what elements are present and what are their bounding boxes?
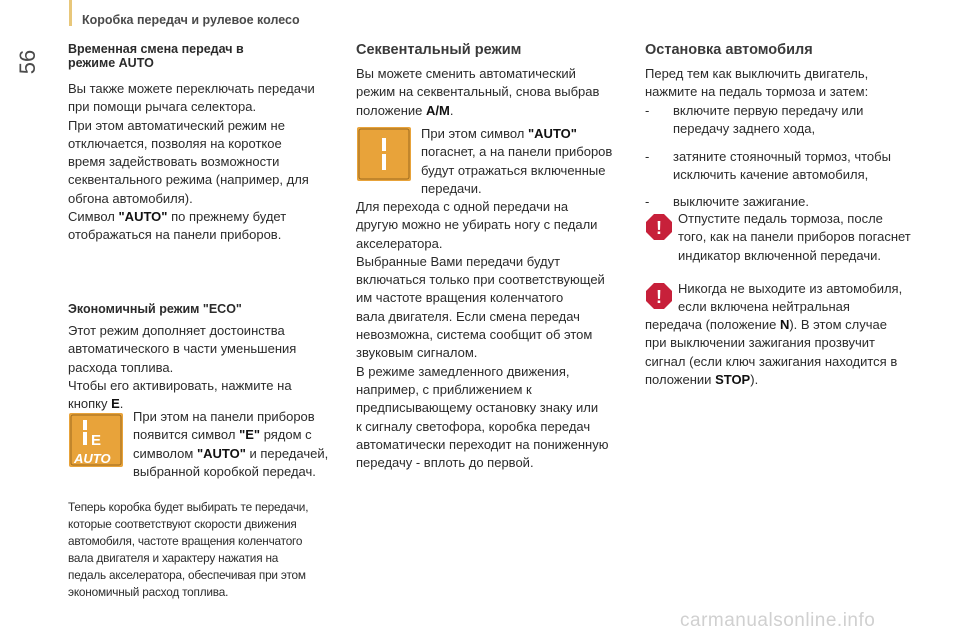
col1-title [68, 42, 348, 70]
text-line [421, 125, 636, 143]
text-line: В режиме замедленного движения, [356, 363, 570, 379]
text-line: вала двигателя. Если смена передач [356, 308, 580, 324]
text-line: включите первую передачу или [673, 103, 864, 118]
text-line: Отпустите педаль тормоза, после [678, 211, 883, 226]
col2-icon-note [421, 125, 636, 198]
text-line: вала двигателя и характеру нажатия на [68, 551, 279, 565]
text-fragment: ). [750, 371, 759, 387]
text-line: Теперь коробка будет выбирать те передачи, [68, 500, 309, 514]
am-position-label: A/M [426, 102, 450, 118]
text-fragment: появится символ [133, 427, 236, 443]
text-line: отображаться на панели приборов. [68, 227, 282, 243]
stop-position-label: STOP [715, 371, 751, 387]
text-line: другую можно не убирать ногу с педали [356, 217, 598, 233]
text-line: затяните стояночный тормоз, чтобы [673, 148, 891, 164]
text-fragment: При этом символ [421, 126, 525, 141]
text-line: Вы можете сменить автоматический [356, 66, 576, 81]
text-line: выбранной коробкой передач. [133, 463, 316, 479]
e-symbol-label: "E" [239, 427, 261, 443]
symbol-word: Символ [68, 209, 115, 225]
warning-note-2-body [645, 316, 935, 389]
text-line: им частоте вращения коленчатого [356, 290, 564, 306]
warning-note-2-head [678, 280, 948, 317]
text-line: того, как на панели приборов погаснет [678, 229, 911, 245]
col2-intro [356, 65, 636, 120]
warning-icon [645, 282, 673, 310]
warning-icon-graphic [645, 213, 673, 241]
text-line: Для перехода с одной передачи на [356, 199, 569, 214]
auto-symbol-label: "AUTO" [196, 445, 246, 461]
text-line [645, 371, 935, 389]
text-line [133, 445, 348, 463]
text-line: автоматического в части уменьшения [68, 341, 297, 357]
page-number: 56 [15, 49, 40, 75]
text-line: секвентального режима (например, для [68, 172, 309, 188]
text-line: обгона автомобиля). [68, 190, 193, 206]
text-fragment: положение [356, 102, 423, 118]
text-fragment: ). В этом случае [789, 317, 887, 332]
text-line: передачи. [421, 180, 482, 196]
text-line: отключается, позволяя на короткое [68, 135, 282, 151]
text-fragment: и передачей, [249, 445, 329, 461]
text-line: к сигналу светофора, коробка передач [356, 418, 591, 434]
col2-title: Секвентальный режим [356, 42, 522, 58]
warning-note-1 [678, 210, 948, 265]
text-line: При этом на панели приборов [133, 409, 315, 424]
warning-glyph: ! [656, 287, 662, 307]
eco-button-label: E [111, 396, 120, 412]
text-line: Чтобы его активировать, нажмите на [68, 377, 292, 393]
text-line: включаться только при соответствующей [356, 272, 605, 288]
text-fragment: передача (положение [645, 317, 777, 332]
list-item [645, 148, 925, 185]
text-line [68, 208, 348, 226]
eco-title: Экономичный режим "ECO" [68, 302, 242, 316]
text-line: Перед тем как выключить двигатель, [645, 66, 869, 81]
text-line: Никогда не выходите из автомобиля, [678, 281, 903, 296]
text-line: нажмите на педаль тормоза и затем: [645, 84, 869, 100]
text-line: выключите зажигание. [673, 194, 809, 210]
text-line: При этом автоматический режим не [68, 117, 285, 133]
eco-closing [68, 499, 353, 601]
list-item [645, 102, 925, 139]
text-line: режим на секвентальный, снова выбрав [356, 84, 600, 100]
warning-glyph: ! [656, 218, 662, 238]
text-line: автомобиля, частоте вращения коленчатого [68, 534, 303, 548]
text-line: предписывающему остановку знаку или [356, 400, 599, 416]
auto-symbol-label: "AUTO" [118, 209, 168, 225]
text-fragment: кнопку [68, 396, 108, 412]
text-line: педаль акселератора, обеспечивая при этом [68, 568, 306, 582]
text-line: Этот режим дополняет достоинства [68, 323, 285, 338]
auto-symbol-label: "AUTO" [528, 126, 577, 141]
warning-icon-graphic [645, 282, 673, 310]
text-fragment: символом [133, 445, 194, 461]
dash-marker: - [645, 194, 650, 210]
text-fragment: по прежнему будет [171, 209, 287, 225]
text-line: индикатор включенной передачи. [678, 247, 881, 263]
text-line: исключить качение автомобиля, [673, 166, 869, 182]
eco-icon-note [133, 408, 348, 481]
text-line: звуковым сигналом. [356, 345, 478, 361]
text-line: сигнал (если ключ зажигания находится в [645, 353, 898, 369]
text-line: Выбранные Вами передачи будут [356, 253, 561, 269]
text-fragment: рядом с [263, 427, 312, 443]
text-line: например, с приближением к [356, 381, 532, 397]
neutral-position-label: N [779, 317, 790, 332]
col1-title-line2: режиме AUTO [68, 56, 154, 70]
col3-title: Остановка автомобиля [645, 42, 813, 58]
text-line [645, 316, 935, 334]
text-fragment: положении [645, 371, 712, 387]
text-line: акселератора. [356, 235, 443, 251]
text-line: положение A/M. [356, 102, 454, 118]
text-line: при помощи рычага селектора. [68, 99, 257, 115]
eco-auto-gear-icon [69, 413, 123, 467]
text-line: погаснет, а на панели приборов [421, 144, 613, 160]
text-line: время задействовать возможности [68, 154, 280, 170]
text-line: передачу - вплоть до первой. [356, 455, 534, 471]
text-line: Вы также можете переключать передачи [68, 81, 315, 96]
text-line: которые соответствуют скорости движения [68, 517, 297, 531]
text-line: будут отражаться включенные [421, 162, 606, 178]
eco-auto-icon-graphic [69, 413, 123, 467]
text-line: экономичный расход топлива. [68, 585, 229, 599]
header-accent-bar [69, 0, 72, 26]
page-header-title: Коробка передач и рулевое колесо [82, 13, 300, 27]
icon-text-auto: AUTO [74, 451, 111, 466]
sequential-icon-graphic [357, 127, 411, 181]
text-line: невозможна, система сообщит об этом [356, 327, 593, 343]
warning-icon [645, 213, 673, 241]
text-line: кнопку E. [68, 396, 124, 412]
icon-text-e: E [91, 432, 102, 449]
col3-intro [645, 65, 925, 102]
dash-marker: - [645, 103, 650, 118]
text-line: при выключении зажигания прозвучит [645, 335, 875, 351]
sequential-gear-icon [357, 127, 411, 181]
text-line: передачу заднего хода, [673, 121, 816, 137]
col1-paragraph [68, 80, 348, 245]
col2-body [356, 198, 636, 472]
col1-title-line1: Временная смена передач в [68, 42, 244, 56]
eco-paragraph [68, 322, 348, 413]
dash-marker: - [645, 148, 650, 164]
footer-watermark: carmanualsonline.info [680, 610, 876, 631]
text-line: если включена нейтральная [678, 299, 850, 315]
text-line [133, 426, 348, 444]
text-line: автоматически переходит на пониженную [356, 436, 609, 452]
col3-steps-list [645, 102, 925, 220]
list-item [645, 193, 925, 211]
text-line: расхода топлива. [68, 359, 174, 375]
